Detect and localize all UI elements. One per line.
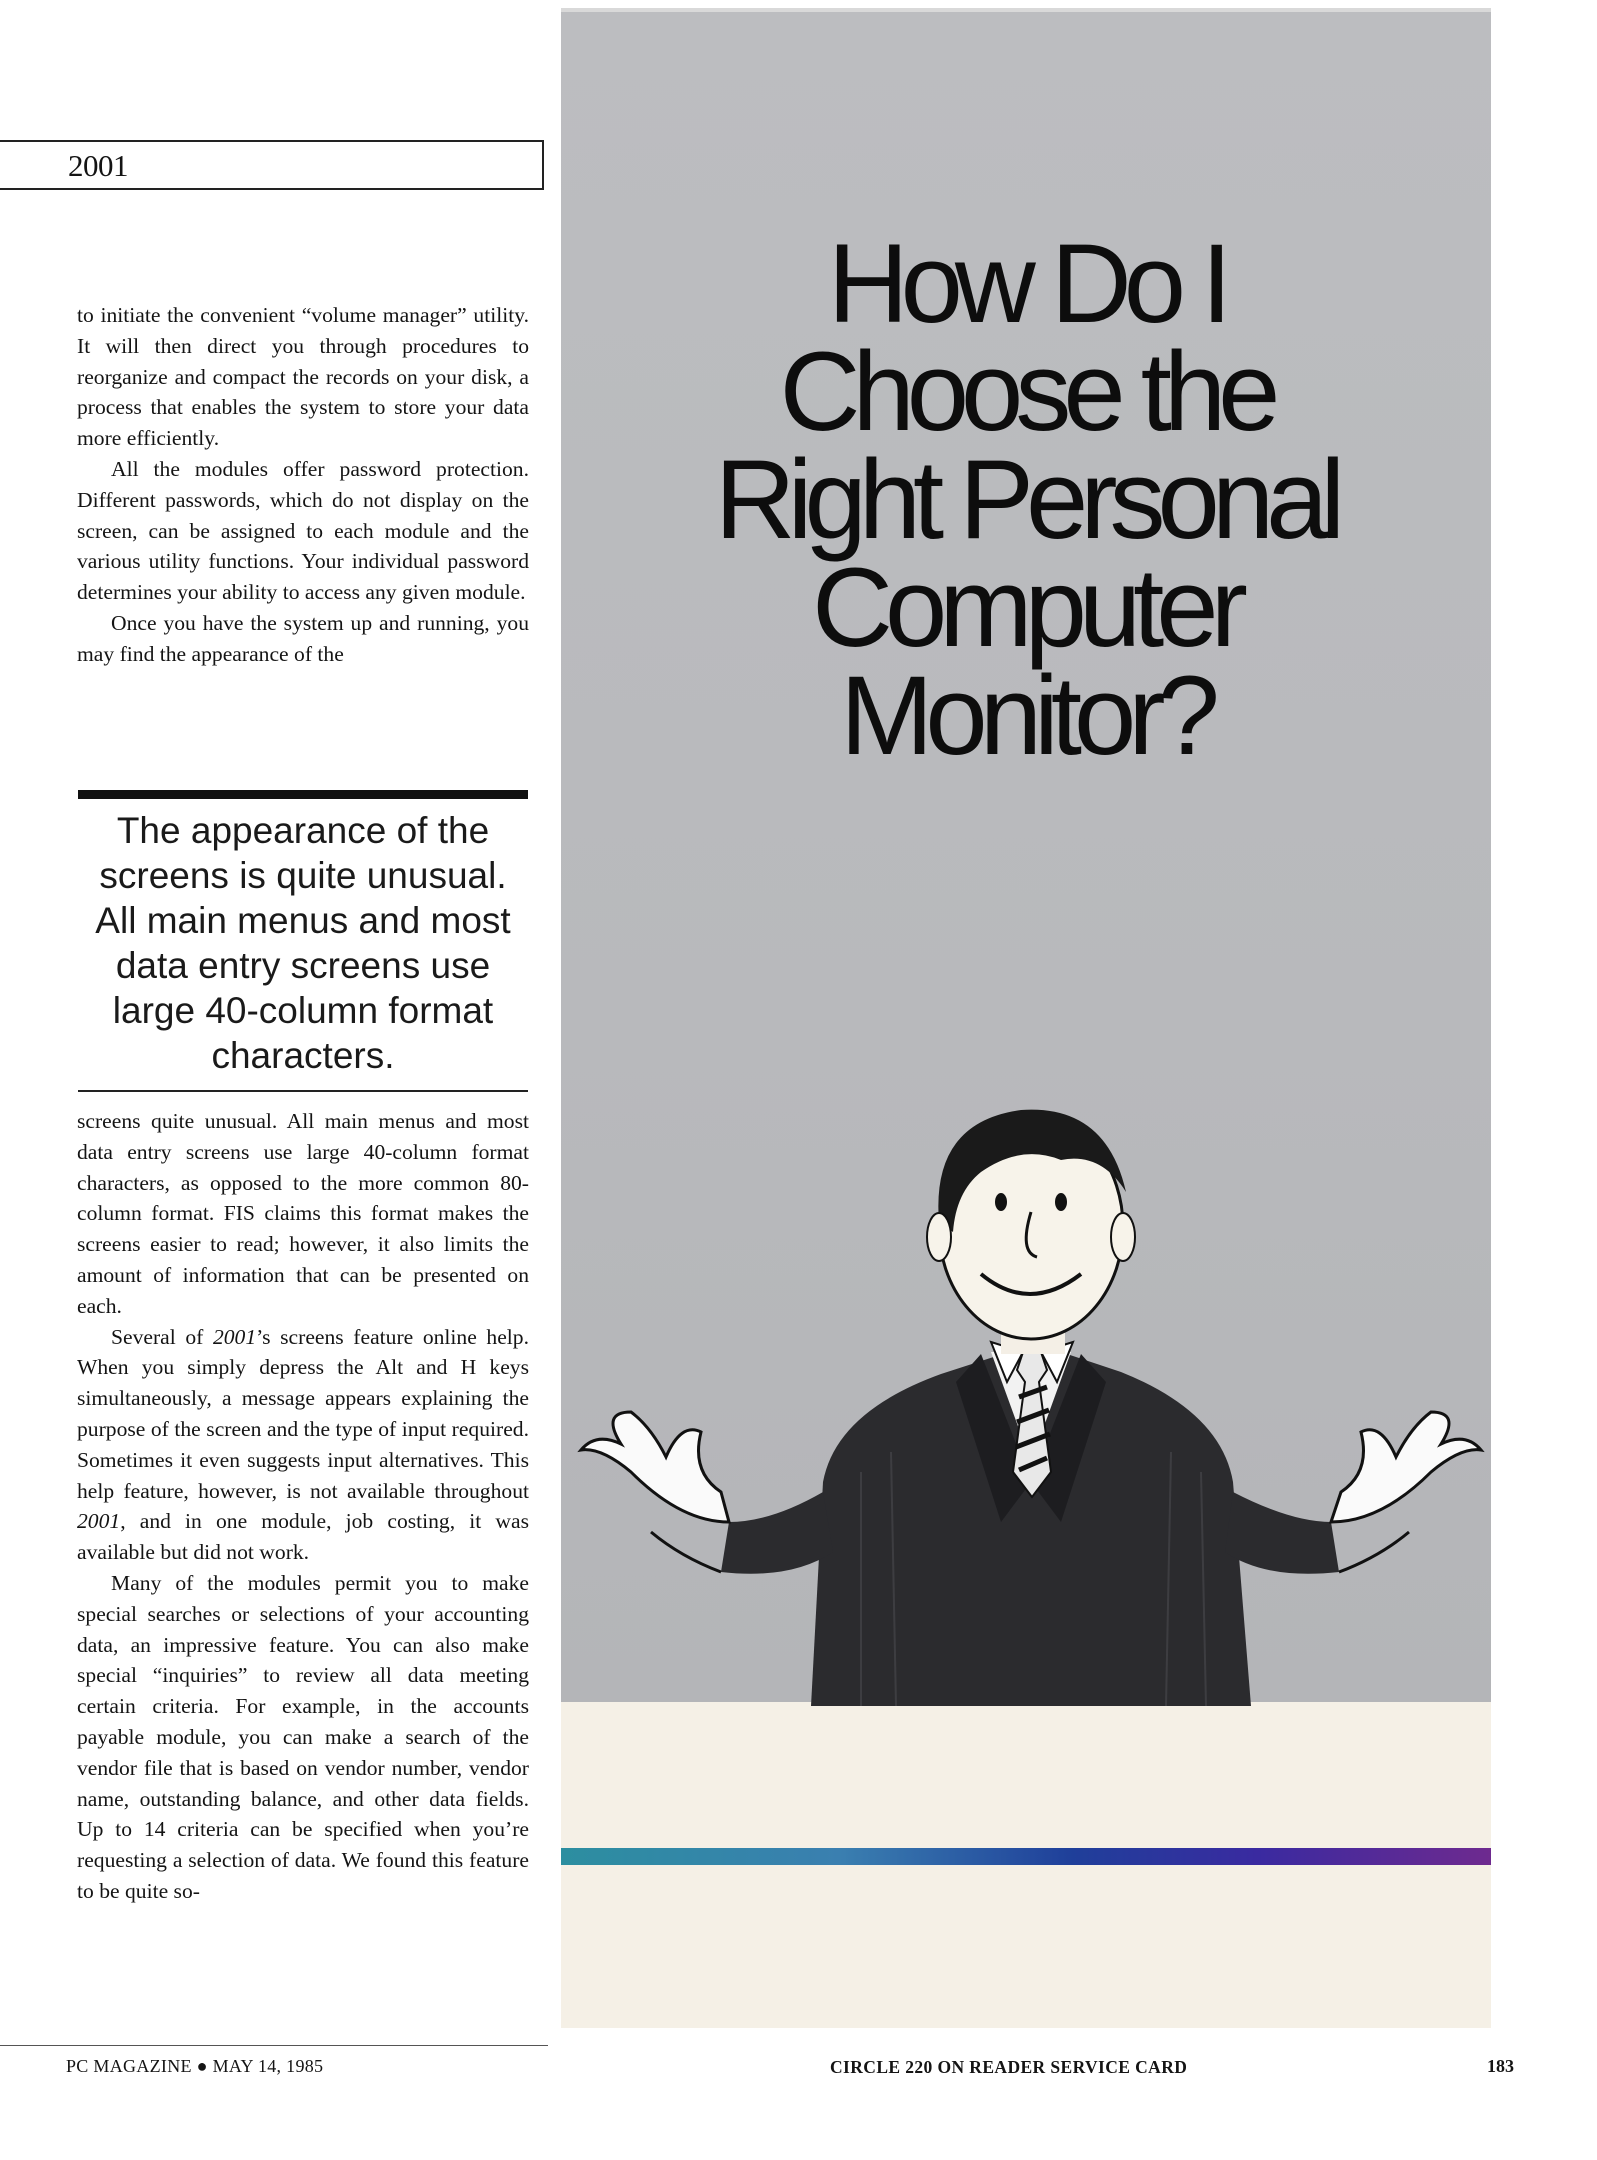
article-body-bottom: [77, 1106, 529, 1907]
headline-line: How Do I: [827, 221, 1225, 346]
footer-publication: PC MAGAZINE ● MAY 14, 1985: [66, 2056, 324, 2076]
ad-color-bar: [561, 1848, 1491, 1865]
footer-reader-service: CIRCLE 220 ON READER SERVICE CARD: [830, 2057, 1188, 2077]
paragraph: screens quite unusual. All main menus and most data entry screens use large 40-column format characters, as opposed to the more common 80-column format. FIS claims this format makes the screens easier to read; however, it also limits the amount of information that can be presented on each.: [77, 1109, 529, 1318]
paragraph: Once you have the system up and running, you may find the appearance of the: [77, 610, 529, 666]
pull-quote: The appearance of the screens is quite unusual. All main menus and most data entry screens use large 40-column format characters.: [95, 810, 511, 1076]
paragraph: [77, 1322, 529, 1568]
headline-line: Computer: [812, 545, 1240, 670]
pull-quote-bottom-rule: [78, 1090, 528, 1092]
text-run: , and in one module, job costing, it was available but did not work.: [77, 1509, 529, 1565]
text-run: ’s screens feature online help. When you simply depress the Alt and H keys simultaneously, a message appears explaining the purpose of the screen and the type of input required. Sometimes it even suggests input alternatives. This help feature, however, is not available throughout: [77, 1324, 529, 1503]
product-title: 2001: [212, 1324, 257, 1349]
product-title: 2001: [77, 1509, 121, 1534]
paragraph: Many of the modules permit you to make special searches or selections of your accounting data, an impressive feature. You can also make special “inquiries” to review all data meeting certain criteria. For example, in the accounts payable module, you can make a search of the vendor file that is based on vendor number, vendor name, outstanding balance, and other data fields. Up to 14 criteria can be specified when you’re requesting a selection of data. We found this feature to be quite so-: [77, 1570, 529, 1903]
pull-quote-top-rule: [78, 790, 528, 799]
paragraph: to initiate the convenient “volume manager” utility. It will then direct you through procedures to reorganize and compact the records on your disk, a process that enables the system to store your data more efficiently.: [77, 303, 529, 451]
ad-gray-panel: [561, 12, 1491, 1702]
section-header-label: 2001: [68, 148, 128, 183]
page-number: 183: [1487, 2056, 1514, 2076]
article-column: [0, 0, 548, 2160]
advertisement: [561, 8, 1491, 2028]
article-body-top: [77, 300, 529, 670]
text-run: Several of: [111, 1324, 213, 1349]
headline-line: Right Personal: [714, 437, 1338, 562]
headline-line: Choose the: [779, 329, 1273, 454]
ad-headline: [561, 221, 1491, 778]
paragraph: All the modules offer password protection. Different passwords, which do not display on the screen, can be assigned to each module and the various utility functions. Your individual password determines your ability to access any given module.: [77, 456, 529, 605]
businessman-illustration: [561, 1052, 1491, 1706]
footer-rule: [0, 2045, 548, 2046]
section-header-box: [0, 140, 544, 190]
headline-line: Monitor?: [840, 653, 1212, 778]
